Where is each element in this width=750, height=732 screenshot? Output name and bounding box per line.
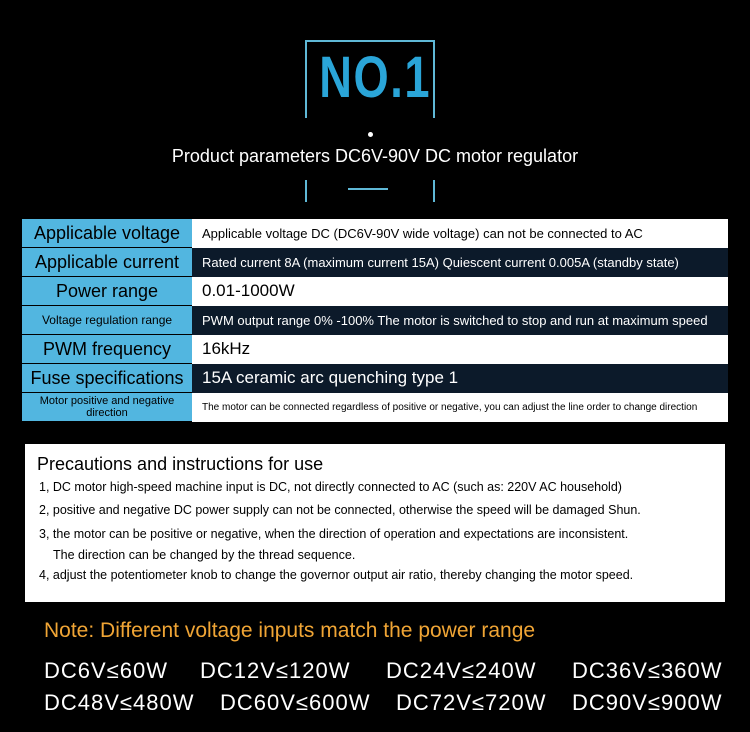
param-row xyxy=(22,219,728,248)
precaution-line: 3, the motor can be positive or negative, when the direction of operation and expectations are inconsistent. xyxy=(39,527,629,541)
rating-item: DC36V≤360W xyxy=(572,658,723,683)
parameters-table xyxy=(22,219,728,422)
precaution-line: 2, positive and negative DC power supply can not be connected, otherwise the speed will be damaged Shun. xyxy=(39,503,641,517)
param-label: Power range xyxy=(22,277,192,306)
rating-item: DC6V≤60W xyxy=(44,658,168,683)
param-label: Fuse specifications xyxy=(22,364,192,393)
precaution-line: 1, DC motor high-speed machine input is DC, not directly connected to AC (such as: 220V AC household) xyxy=(39,480,622,494)
param-value: PWM output range 0% -100% The motor is switched to stop and run at maximum speed xyxy=(192,306,728,335)
param-value: Applicable voltage DC (DC6V-90V wide voltage) can not be connected to AC xyxy=(192,219,728,248)
param-value: 15A ceramic arc quenching type 1 xyxy=(192,364,728,393)
param-value: The motor can be connected regardless of positive or negative, you can adjust the line order to change direction xyxy=(192,393,728,422)
power-range-note: Note: Different voltage inputs match the power range xyxy=(44,619,536,642)
param-label: Applicable voltage xyxy=(22,219,192,248)
ratings-row xyxy=(44,658,734,684)
param-row xyxy=(22,335,728,364)
param-row xyxy=(22,306,728,335)
rating-item: DC60V≤600W xyxy=(220,690,371,715)
param-value: 0.01-1000W xyxy=(192,277,728,306)
rating-item: DC48V≤480W xyxy=(44,690,195,715)
badge-title: NO.1 xyxy=(319,45,432,110)
ratings-row xyxy=(44,690,734,716)
param-row xyxy=(22,248,728,277)
rating-item: DC72V≤720W xyxy=(396,690,547,715)
precaution-line: 4, adjust the potentiometer knob to change the governor output air ratio, thereby changing the motor speed. xyxy=(39,568,634,582)
subtitle-bracket xyxy=(305,180,435,202)
precautions-title: Precautions and instructions for use xyxy=(37,454,324,474)
param-value: Rated current 8A (maximum current 15A) Quiescent current 0.005A (standby state) xyxy=(192,248,728,277)
bullet-dot xyxy=(368,132,373,137)
bracket-divider xyxy=(348,188,388,190)
param-label: Voltage regulation range xyxy=(22,306,192,335)
param-row xyxy=(22,393,728,422)
param-row xyxy=(22,364,728,393)
rating-item: DC90V≤900W xyxy=(572,690,723,715)
rating-item: DC12V≤120W xyxy=(200,658,351,683)
param-label: PWM frequency xyxy=(22,335,192,364)
precaution-line: The direction can be changed by the thread sequence. xyxy=(53,548,356,562)
rating-item: DC24V≤240W xyxy=(386,658,537,683)
param-label: Applicable current xyxy=(22,248,192,277)
param-row xyxy=(22,277,728,306)
precautions-panel xyxy=(25,444,725,602)
page-subtitle: Product parameters DC6V-90V DC motor regulator xyxy=(171,146,579,166)
param-label: Motor positive and negative direction xyxy=(22,393,192,422)
param-value: 16kHz xyxy=(192,335,728,364)
